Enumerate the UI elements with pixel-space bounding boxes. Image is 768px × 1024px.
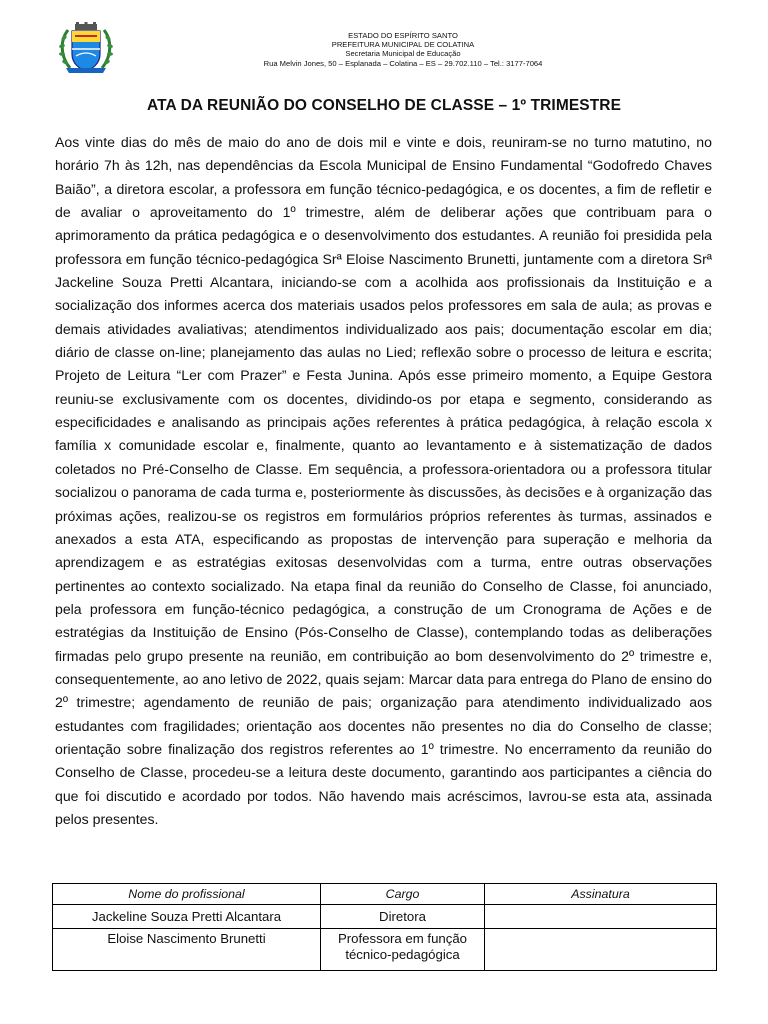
document-title: ATA DA REUNIÃO DO CONSELHO DE CLASSE – 1º TRIMESTRE [146, 97, 622, 114]
header-name: Nome do profissional [53, 884, 321, 905]
city-hall-name: PREFEITURA MUNICIPAL DE COLATINA [331, 40, 475, 50]
header-role: Cargo [321, 884, 485, 905]
coat-of-arms-icon [58, 22, 114, 76]
table-row [53, 905, 717, 929]
participant-name: Eloise Nascimento Brunetti [53, 929, 321, 971]
minutes-body: Aos vinte dias do mês de maio do ano de dois mil e vinte e dois, reuniram-se no turno matutino, no horário 7h às 12h, nas dependências da Escola Municipal de Ensino Fundamental “Godofredo Chaves Baião”, a diretora escolar, a professora em função técnico-pedagógica, e os docentes, a fim de refletir e de avaliar o aproveitamento do 1º trimestre, além de deliberar ações que contribuam para o aprimoramento da prática pedagógica e o desenvolvimento dos estudantes. A reunião foi presidida pela professora em função técnico-pedagógica Srª Eloise Nascimento Brunetti, juntamente com a diretora Srª Jackeline Souza Pretti Alcantara, iniciando-se com a acolhida aos profissionais da Instituição e a socialização dos informes acerca dos materiais usados pelos professores em sala de aula; as provas e demais atividades avaliativas; atendimentos individualizado aos pais; documentação escolar em dia; diário de classe on-line; planejamento das aulas no Lied; reflexão sobre o processo de leitura e escrita; Projeto de Leitura “Ler com Prazer” e Festa Junina. Após esse primeiro momento, a Equipe Gestora reuniu-se exclusivamente com os docentes, dividindo-os por etapa e segmento, considerando as especificidades e analisando as principais ações referentes à prática pedagógica, à relação escola x família x comunidade escolar e, finalmente, quanto ao levantamento e à sistematização de dados coletados no Pré-Conselho de Classe. Em sequência, a professora-orientadora ou a professora titular socializou o panorama de cada turma e, posteriormente às discussões, às decisões e à organização das próximas ações, realizou-se os registros em formulários próprios referentes às turmas, assinados e anexados a esta ATA, especificando as propostas de intervenção para superação e melhoria da aprendizagem e as estratégias exitosas desenvolvidas com a turma, entre outras observações pertinentes ao contexto socializado. Na etapa final da reunião do Conselho de Classe, foi anunciado, pela professora em função-técnico pedagógica, a construção de um Cronograma de Ações e de estratégias da Instituição de Ensino (Pós-Conselho de Classe), contemplando todas as deliberações firmadas pelo grupo presente na reunião, em contribuição ao bom desenvolvimento do 2º trimestre e, consequentemente, ao ano letivo de 2022, quais sejam: Marcar data para entrega do Plano de ensino do 2º trimestre; agendamento de reunião de pais; organização para atendimento individualizado aos estudantes com fragilidades; orientação aos docentes não presentes no dia do Conselho de classe; orientação sobre finalização dos registros referentes ao 1º trimestre. No encerramento da reunião do Conselho de Classe, procedeu-se a leitura deste documento, garantindo aos participantes a ciência do que foi discutido e acordado por todos. Não havendo mais acréscimos, lavrou-se esta ata, assinada pelos presentes. [55, 134, 712, 827]
signature-cell[interactable] [485, 905, 717, 929]
participant-role: Diretora [321, 905, 485, 929]
state-name: ESTADO DO ESPÍRITO SANTO [348, 31, 458, 40]
address-line: Rua Melvin Jones, 50 – Esplanada – Colatina – ES – 29.702.110 – Tel.: 3177-7064 [263, 58, 543, 68]
table-header-row [53, 884, 717, 905]
participant-role: Professora em função técnico-pedagógica [321, 929, 485, 971]
department-name: Secretaria Municipal de Educação [345, 49, 461, 59]
header-signature: Assinatura [485, 884, 717, 905]
table-row [53, 929, 717, 971]
participant-name: Jackeline Souza Pretti Alcantara [53, 905, 321, 929]
letterhead [250, 31, 556, 68]
signature-table [52, 883, 717, 971]
signature-cell[interactable] [485, 929, 717, 971]
